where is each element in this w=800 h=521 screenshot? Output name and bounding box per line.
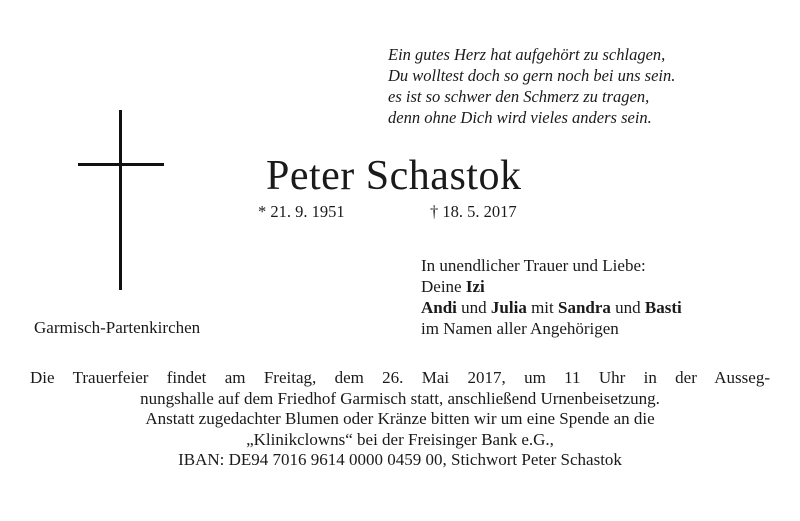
poem-line: Du wolltest doch so gern noch bei uns sein.	[388, 66, 676, 85]
deceased-name: Peter Schastok	[266, 153, 522, 199]
mourners-block	[421, 255, 682, 339]
announcement-line: Die Trauerfeier findet am Freitag, dem 26. Mai 2017, um 11 Uhr in der Ausseg-	[30, 368, 770, 387]
mourner-name: Sandra	[558, 298, 611, 317]
poem	[388, 44, 783, 128]
mourners-conjunction: und	[615, 298, 641, 317]
mourners-line-family	[421, 297, 682, 318]
birth-date: * 21. 9. 1951	[258, 202, 345, 221]
mourners-closing: im Namen aller Angehörigen	[421, 319, 619, 338]
mourners-conjunction: mit	[531, 298, 554, 317]
announcement-line: IBAN: DE94 7016 9614 0000 0459 00, Stichwort Peter Schastok	[178, 450, 622, 469]
poem-line: es ist so schwer den Schmerz zu tragen,	[388, 87, 650, 106]
mourners-line-partner	[421, 276, 682, 297]
cross-horizontal-bar	[78, 163, 164, 166]
poem-line: Ein gutes Herz hat aufgehört zu schlagen,	[388, 45, 666, 64]
mourners-prefix: Deine	[421, 277, 462, 296]
cross-icon	[78, 110, 164, 290]
poem-line: denn ohne Dich wird vieles anders sein.	[388, 108, 652, 127]
cross-vertical-bar	[119, 110, 122, 290]
announcement-line: Anstatt zugedachter Blumen oder Kränze bitten wir um eine Spende an die	[145, 409, 655, 428]
mourner-name: Andi	[421, 298, 457, 317]
announcement-line: nungshalle auf dem Friedhof Garmisch statt, anschließend Urnenbeisetzung.	[140, 388, 660, 408]
death-date: † 18. 5. 2017	[430, 202, 517, 221]
mourner-name: Izi	[465, 277, 485, 296]
mourners-intro: In unendlicher Trauer und Liebe:	[421, 256, 646, 275]
announcement-line: „Klinikclowns“ bei der Freisinger Bank e.G.,	[246, 429, 554, 449]
mourner-name: Basti	[644, 298, 682, 317]
mourner-name: Julia	[490, 298, 527, 317]
mourners-conjunction: und	[461, 298, 487, 317]
place-of-residence: Garmisch-Partenkirchen	[34, 318, 201, 337]
funeral-announcement	[30, 368, 770, 471]
